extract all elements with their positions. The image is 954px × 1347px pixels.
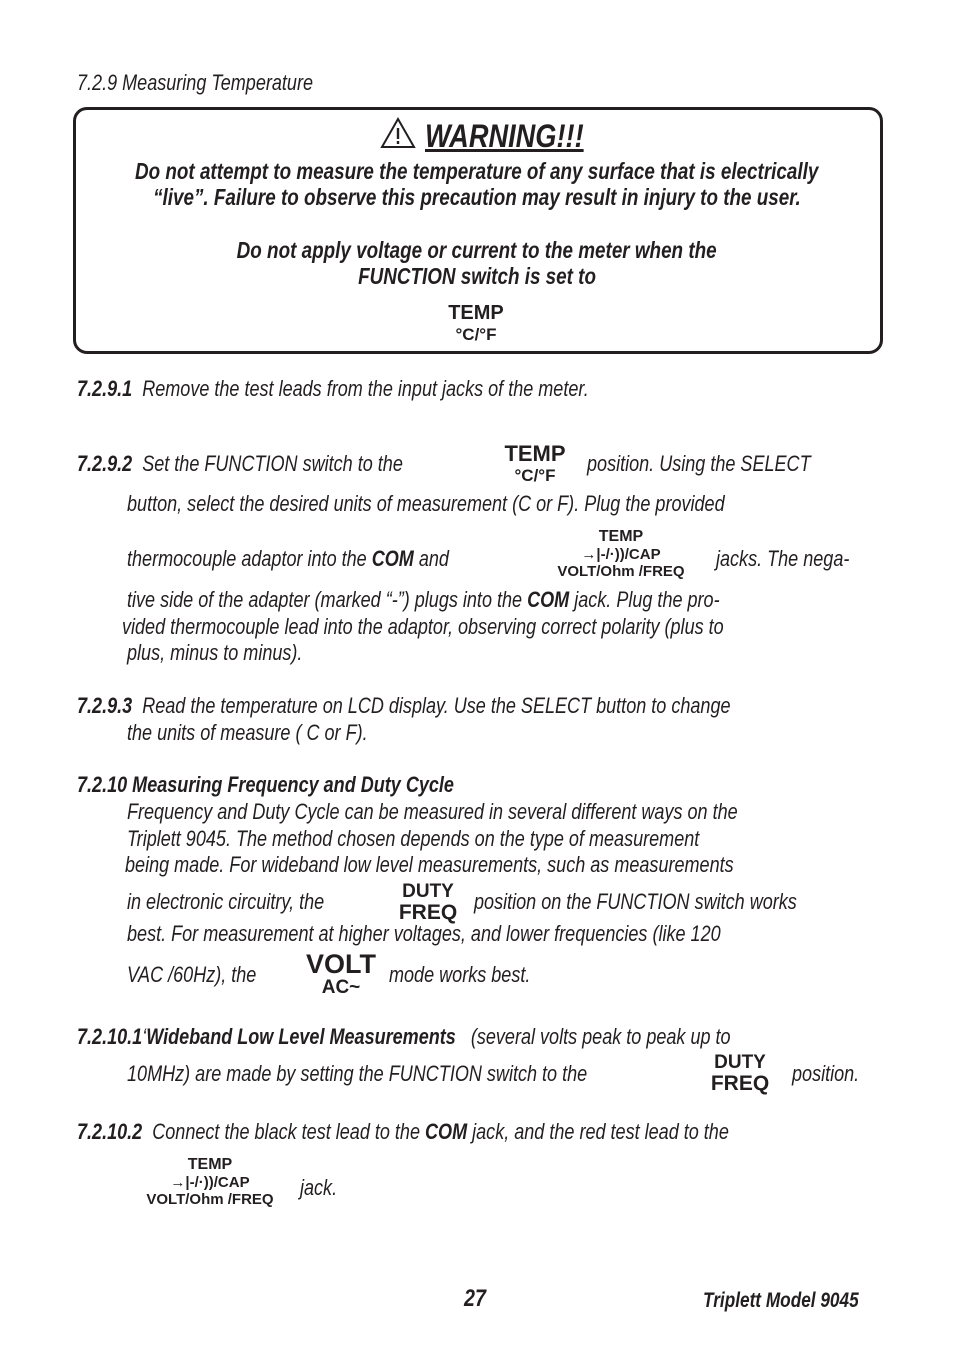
step-7-2-9-2-line-1: 7.2.9.2 Set the FUNCTION switch to the: [77, 451, 403, 476]
step-7-2-9-1: 7.2.9.1 Remove the test leads from the input jacks of the meter.: [77, 376, 589, 401]
step-7-2-9-3-line-2: the units of measure ( C or F).: [127, 720, 368, 745]
freq-paragraph-line-6b: mode works best.: [389, 962, 531, 987]
step-7-2-10-1-line-2: 10MHz) are made by setting the FUNCTION switch to the: [127, 1061, 588, 1086]
temp-cf-symbol: TEMP °C/°F: [448, 302, 504, 344]
warning-line-2: “live”. Failure to observe this precaution may result in injury to the user.: [153, 184, 801, 210]
step-7-2-9-2-line-6: plus, minus to minus).: [127, 640, 303, 665]
step-7-2-9-3-line-1: 7.2.9.3 Read the temperature on LCD display. Use the SELECT button to change: [77, 693, 731, 718]
input-jack-symbol: TEMP →|-/·))/CAP VOLT/Ohm /FREQ: [557, 528, 685, 580]
step-7-2-10-2-line-1: 7.2.10.2 Connect the black test lead to the COM jack, and the red test lead to the: [77, 1119, 729, 1144]
duty-freq-symbol: DUTY FREQ: [398, 881, 458, 924]
volt-ac-symbol: VOLT AC~: [306, 949, 376, 998]
step-7-2-9-2-line-2: button, select the desired units of measurement (C or F). Plug the provided: [127, 491, 725, 516]
section-title: 7.2.9 Measuring Temperature: [77, 70, 313, 95]
freq-section-title: 7.2.10 Measuring Frequency and Duty Cycle: [77, 772, 454, 797]
footer-model: Triplett Model 9045: [703, 1289, 859, 1312]
freq-paragraph-line-1: Frequency and Duty Cycle can be measured in several different ways on the: [127, 799, 738, 824]
step-7-2-9-2-line-1b: position. Using the SELECT: [587, 451, 811, 476]
warning-line-1: Do not attempt to measure the temperature of any surface that is electrically: [135, 158, 819, 184]
freq-paragraph-line-2: Triplett 9045. The method chosen depends on the type of measurement: [127, 826, 700, 851]
freq-paragraph-line-6a: VAC /60Hz), the: [127, 962, 257, 987]
warning-icon: [380, 117, 416, 154]
freq-paragraph-line-3: being made. For wideband low level measurements, such as measurements: [125, 852, 734, 877]
input-jack-symbol: TEMP →|-/·))/CAP VOLT/Ohm /FREQ: [146, 1156, 274, 1208]
freq-paragraph-line-5: best. For measurement at higher voltages, and lower frequencies (like 120: [127, 921, 721, 946]
step-7-2-10-2-line-2: jack.: [300, 1175, 338, 1200]
duty-freq-symbol: DUTY FREQ: [710, 1052, 770, 1095]
freq-paragraph-line-4a: in electronic circuitry, the: [127, 889, 325, 914]
warning-line-4: FUNCTION switch is set to: [358, 263, 596, 289]
step-7-2-9-2-line-4: tive side of the adapter (marked “-”) plugs into the COM jack. Plug the pro-: [127, 587, 720, 612]
step-7-2-9-2-line-5: vided thermocouple lead into the adaptor, observing correct polarity (plus to: [122, 614, 724, 639]
freq-paragraph-line-4b: position on the FUNCTION switch works: [474, 889, 797, 914]
step-7-2-9-2-line-3b: jacks. The nega-: [716, 546, 850, 571]
temp-cf-symbol: TEMP °C/°F: [504, 441, 566, 485]
warning-title: WARNING!!!: [425, 118, 584, 154]
page-number: 27: [464, 1285, 486, 1312]
step-7-2-10-1-line-1: 7.2.10.1‘Wideband Low Level Measurements (several volts peak to peak up to: [77, 1024, 731, 1049]
warning-line-3: Do not apply voltage or current to the meter when the: [237, 237, 717, 263]
step-7-2-10-1-line-2b: position.: [792, 1061, 860, 1086]
step-7-2-9-2-line-3: thermocouple adaptor into the COM and: [127, 546, 449, 571]
